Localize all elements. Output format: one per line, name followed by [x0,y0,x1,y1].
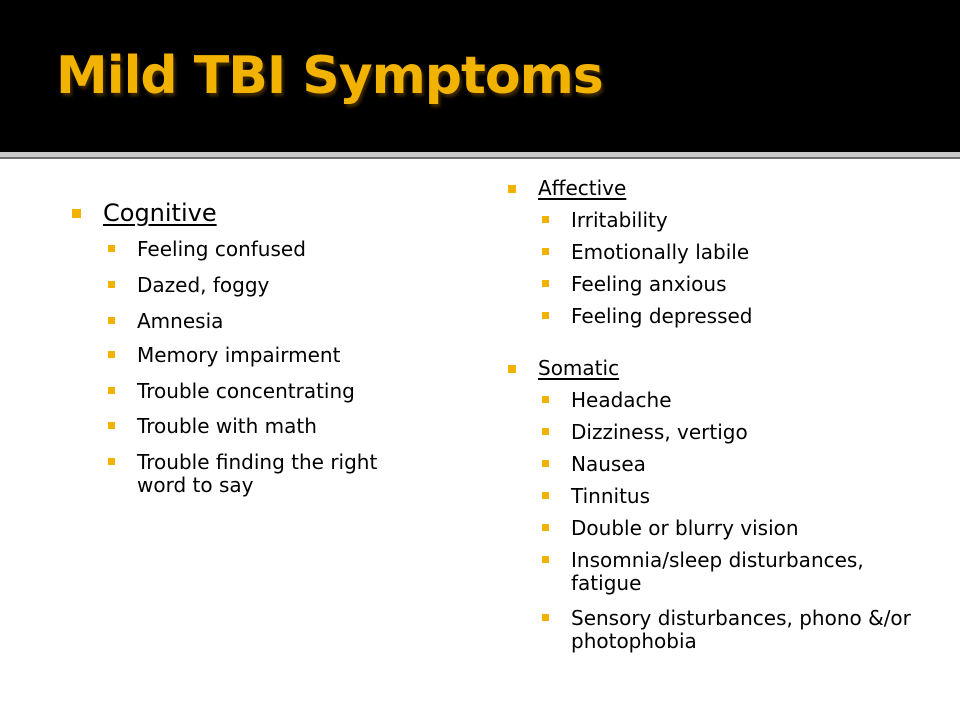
bullet-icon [108,458,115,465]
list-item: Dizziness, vertigo [542,421,922,444]
list-item: Sensory disturbances, phono &/or photophobia [542,607,912,653]
bullet-icon [542,428,549,435]
list-item: Trouble concentrating [108,380,428,403]
list-item: Feeling depressed [542,305,922,328]
list-item: Feeling anxious [542,273,922,296]
bullet-icon [542,312,549,319]
list-item: Irritability [542,209,922,232]
list-item: Dazed, foggy [108,274,428,297]
slide-title: Mild TBI Symptoms [56,46,603,106]
bullet-icon [508,185,516,193]
affective-heading: Affective [508,177,626,200]
bullet-icon [108,245,115,252]
list-item: Double or blurry vision [542,517,922,540]
list-item: Memory impairment [108,344,428,367]
list-item: Emotionally labile [542,241,922,264]
bullet-icon [108,351,115,358]
list-item: Feeling confused [108,238,428,261]
bullet-icon [508,365,516,373]
bullet-icon [542,492,549,499]
bullet-icon [108,387,115,394]
list-item: Trouble finding the right word to say [108,451,408,497]
bullet-icon [542,396,549,403]
bullet-icon [542,614,549,621]
list-item: Insomnia/sleep disturbances, fatigue [542,549,912,595]
bullet-icon [542,280,549,287]
list-item: Trouble with math [108,415,428,438]
bullet-icon [542,460,549,467]
bullet-icon [108,317,115,324]
bullet-icon [108,422,115,429]
somatic-heading: Somatic [508,357,619,380]
list-item: Amnesia [108,310,428,333]
bullet-icon [108,281,115,288]
bullet-icon [72,209,81,218]
bullet-icon [542,524,549,531]
cognitive-heading: Cognitive [72,199,217,227]
list-item: Nausea [542,453,922,476]
title-bar [0,0,960,152]
bullet-icon [542,248,549,255]
bullet-icon [542,556,549,563]
bullet-icon [542,216,549,223]
list-item: Tinnitus [542,485,922,508]
list-item: Headache [542,389,922,412]
